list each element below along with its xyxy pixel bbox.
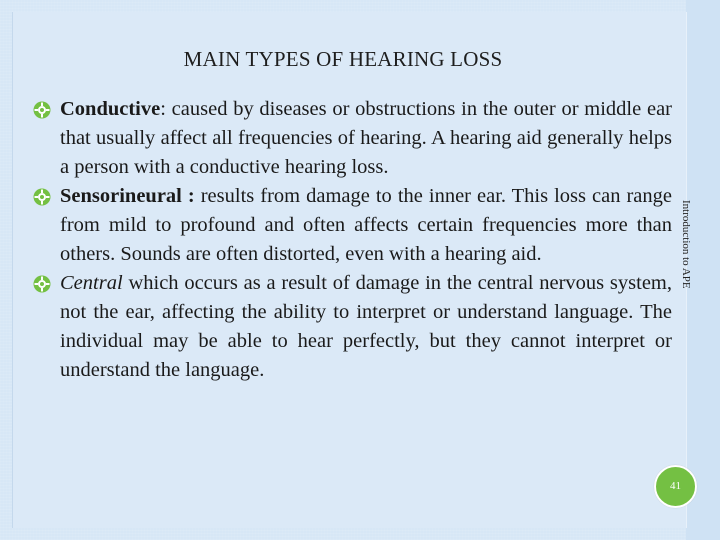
term-sensorineural: Sensorineural : — [60, 185, 195, 207]
bullet-ring-icon — [33, 101, 51, 119]
bullet-item-conductive — [33, 95, 672, 182]
description-central: which occurs as a result of damage in the central nervous system, not the ear, affecting the ability to interpret or understand language. The individual may be able to hear perfectly, but they cannot interpret or understand the language. — [60, 272, 672, 381]
page-number-badge: 41 — [654, 465, 697, 508]
description-conductive: : caused by diseases or obstructions in the outer or middle ear that usually affect all frequencies of hearing. A hearing aid generally helps a person with a conductive hearing loss. — [60, 98, 672, 178]
term-central: Central — [60, 272, 123, 294]
vertical-course-label: Introduction to APE — [680, 200, 692, 289]
term-conductive: Conductive — [60, 98, 161, 120]
content-panel — [12, 12, 692, 528]
bullet-list — [33, 95, 672, 385]
description-sensorineural: results from damage to the inner ear. This loss can range from mild to profound and often affects certain frequencies more than others. Sounds are often distorted, even with a hearing aid. — [60, 185, 672, 265]
bullet-ring-icon — [33, 275, 51, 293]
slide-title: MAIN TYPES OF HEARING LOSS — [183, 47, 503, 71]
bullet-item-central — [33, 269, 672, 385]
bullet-ring-icon — [33, 188, 51, 206]
bullet-item-sensorineural — [33, 182, 672, 269]
